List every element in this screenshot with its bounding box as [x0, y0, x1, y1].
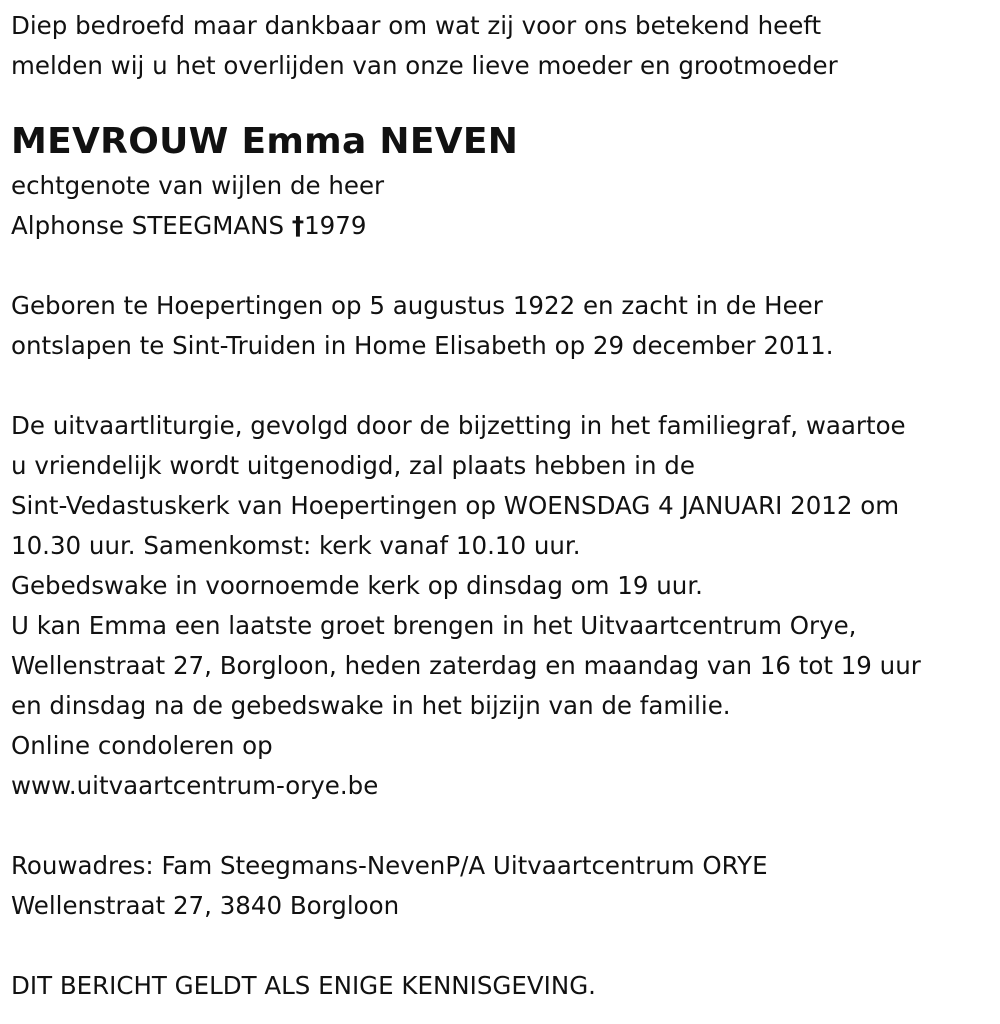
address-line-2: Wellenstraat 27, 3840 Borgloon	[11, 891, 400, 920]
condolence-url: www.uitvaartcentrum-orye.be	[11, 771, 379, 800]
birth-line-1: Geboren te Hoepertingen op 5 augustus 1922 en zacht in de Heer	[11, 291, 823, 320]
deceased-name: MEVROUW Emma NEVEN	[11, 121, 519, 162]
address-line-1: Rouwadres: Fam Steegmans-NevenP/A Uitvaartcentrum ORYE	[11, 851, 768, 880]
ceremony-line-3: Sint-Vedastuskerk van Hoepertingen op WOENSDAG 4 JANUARI 2012 om	[11, 491, 900, 520]
ceremony-line-4: 10.30 uur. Samenkomst: kerk vanaf 10.10 uur.	[11, 531, 581, 560]
spouse-line: echtgenote van wijlen de heer	[11, 171, 385, 200]
cross-icon: †	[291, 211, 305, 240]
birth-line-2: ontslapen te Sint-Truiden in Home Elisabeth op 29 december 2011.	[11, 331, 834, 360]
ceremony-line-2: u vriendelijk wordt uitgenodigd, zal plaats hebben in de	[11, 451, 695, 480]
notice-line: DIT BERICHT GELDT ALS ENIGE KENNISGEVING.	[11, 971, 596, 1000]
spouse-name: Alphonse STEEGMANS	[11, 211, 292, 240]
spouse-name-line	[11, 206, 996, 246]
ceremony-line-1: De uitvaartliturgie, gevolgd door de bijzetting in het familiegraf, waartoe	[11, 411, 906, 440]
condolence-label: Online condoleren op	[11, 731, 273, 760]
intro-line-2: melden wij u het overlijden van onze lieve moeder en grootmoeder	[11, 51, 838, 80]
intro-line-1: Diep bedroefd maar dankbaar om wat zij voor ons betekend heeft	[11, 11, 822, 40]
spouse-death-year: 1979	[304, 211, 367, 240]
visitation-line-1: U kan Emma een laatste groet brengen in het Uitvaartcentrum Orye,	[11, 611, 857, 640]
visitation-line-2: Wellenstraat 27, Borgloon, heden zaterdag en maandag van 16 tot 19 uur	[11, 651, 921, 680]
death-notice	[11, 6, 996, 1006]
vigil-line: Gebedswake in voornoemde kerk op dinsdag om 19 uur.	[11, 571, 703, 600]
visitation-line-3: en dinsdag na de gebedswake in het bijzijn van de familie.	[11, 691, 731, 720]
